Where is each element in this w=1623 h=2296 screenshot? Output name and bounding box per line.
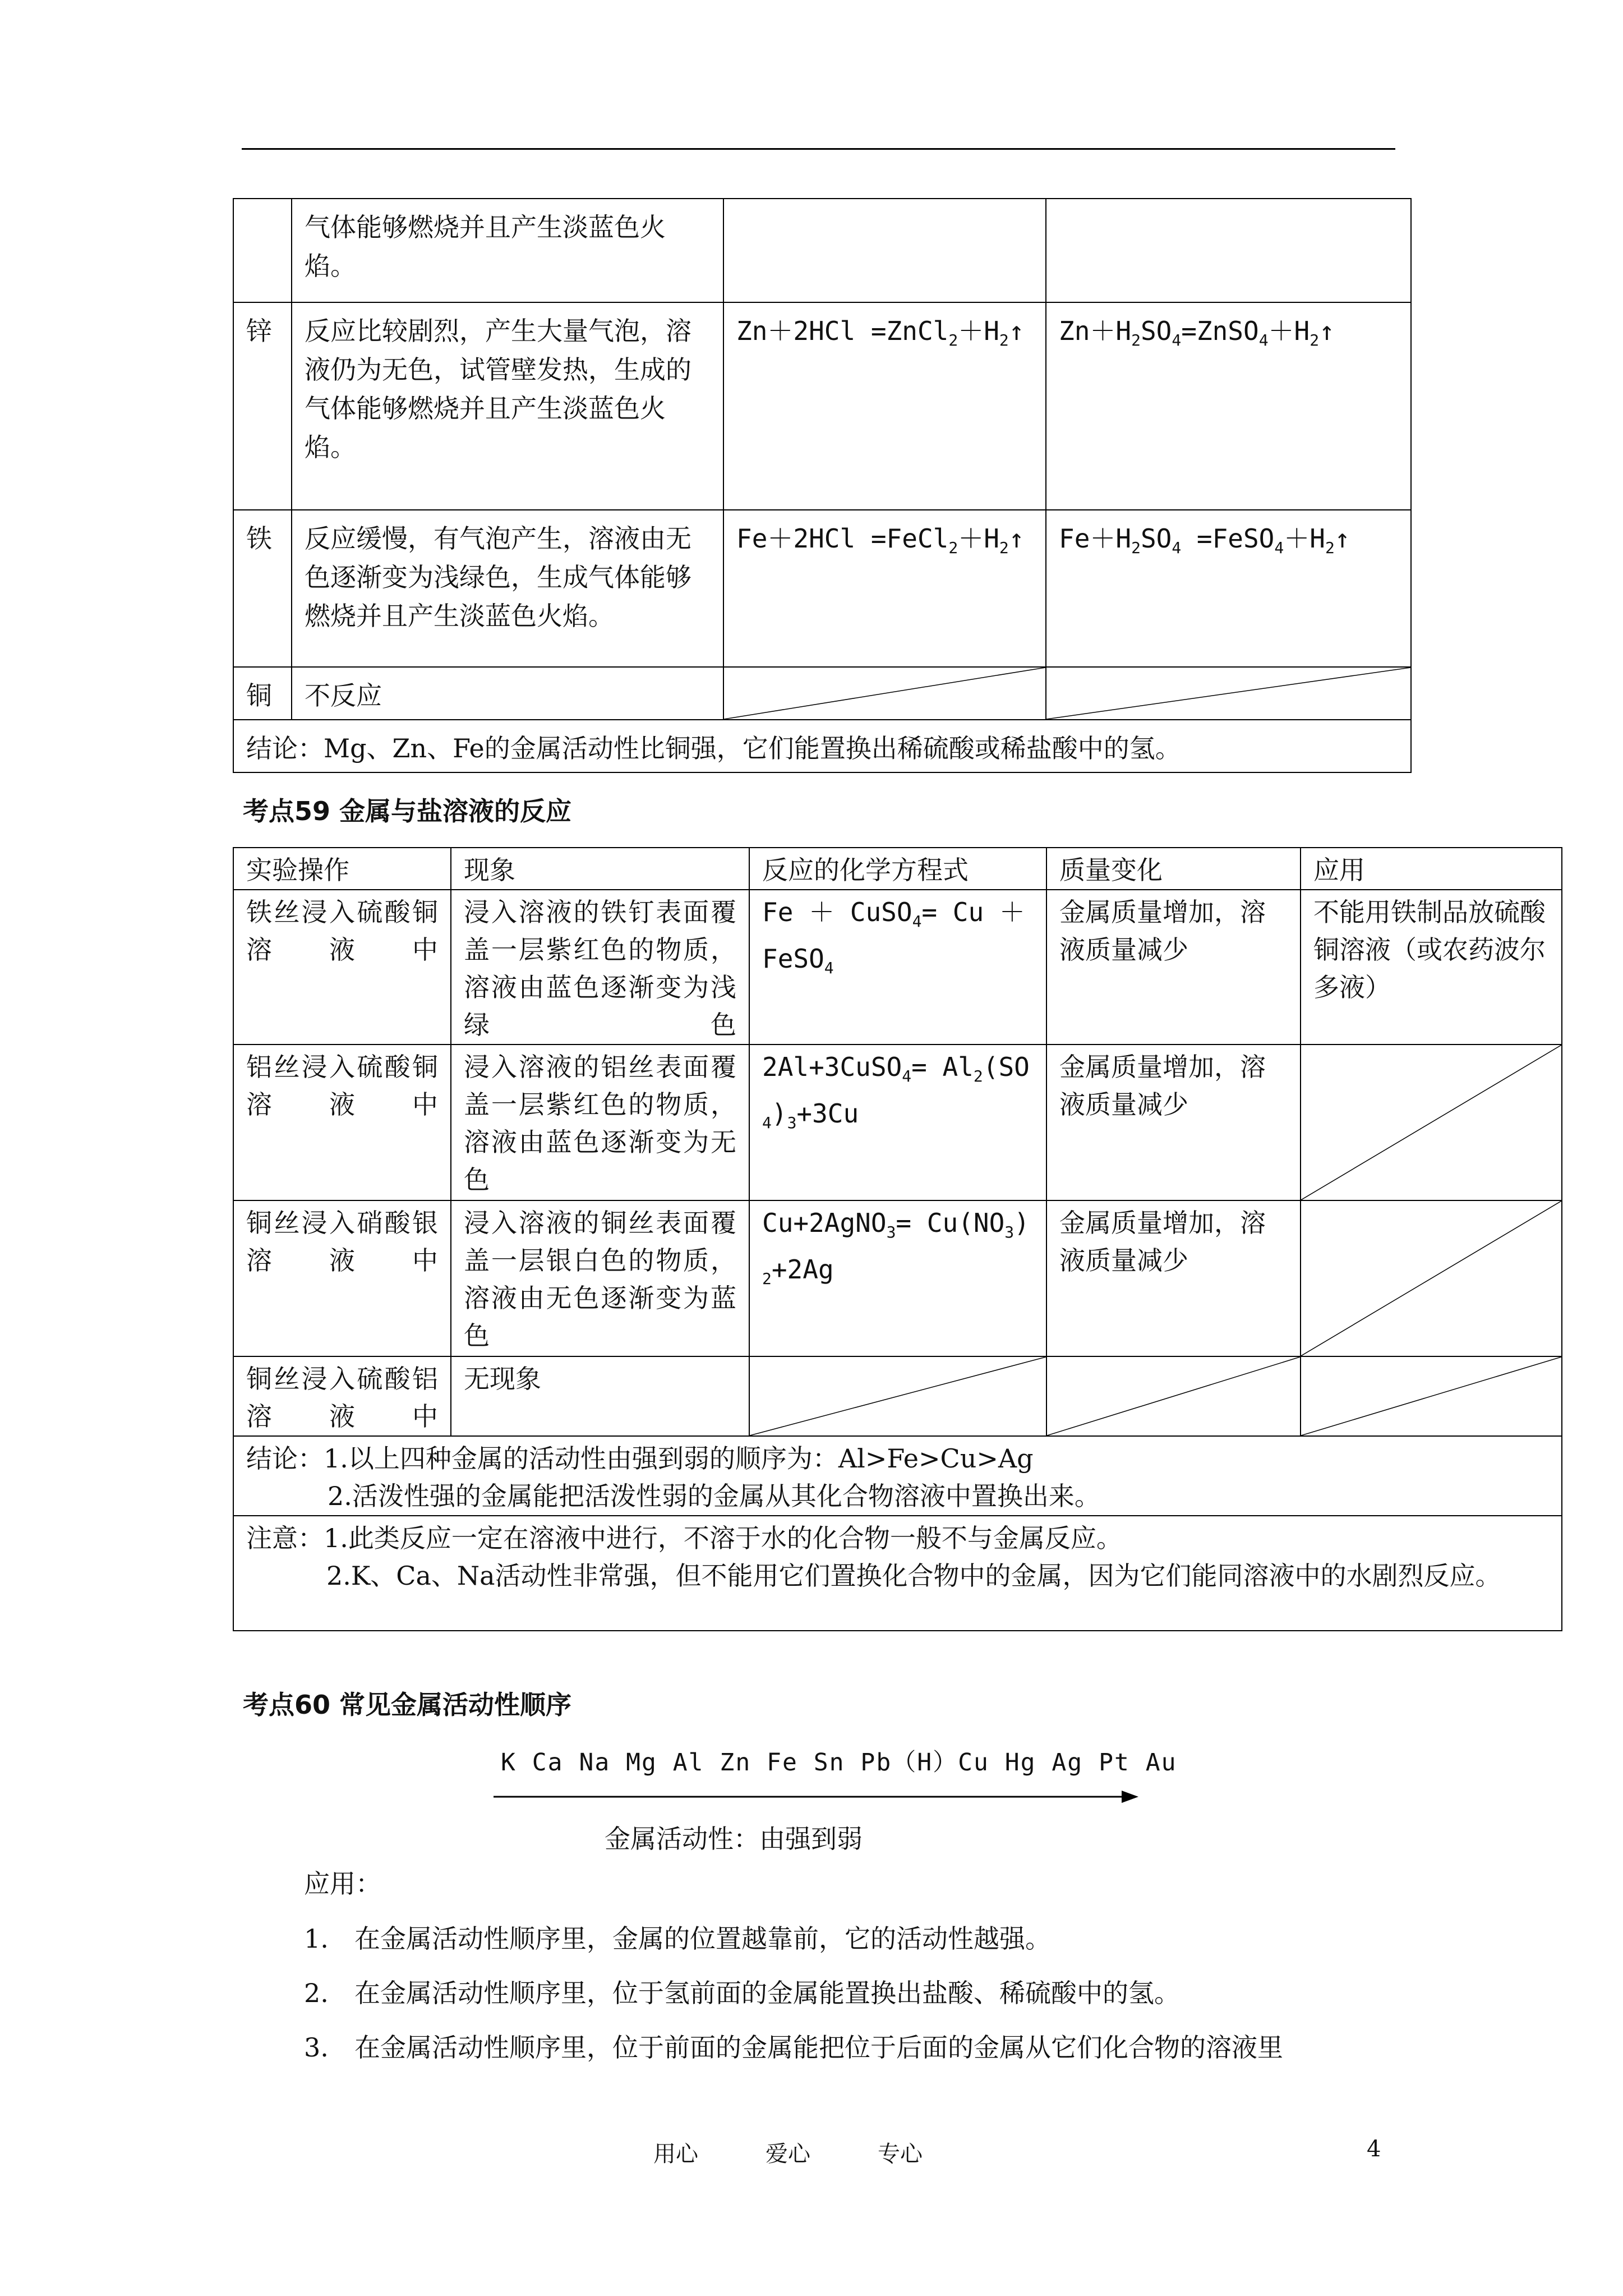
mass-change-cell: 金属质量增加，溶液质量减少 <box>1046 1200 1301 1356</box>
metal-cell <box>233 199 292 302</box>
operation-cell: 铝丝浸入硫酸铜溶液中 <box>233 1045 451 1200</box>
empty-slash-cell <box>1301 1200 1562 1356</box>
table-header-row <box>233 848 1562 890</box>
conclusion-cell: 结论：Mg、Zn、Fe的金属活动性比铜强，它们能置换出稀硫酸或稀盐酸中的氢。 <box>233 720 1411 772</box>
footer-text: 专心 <box>878 2141 923 2167</box>
mass-change-cell: 金属质量增加，溶液质量减少 <box>1046 1045 1301 1200</box>
metal-cell: 铜 <box>233 667 292 720</box>
column-header: 现象 <box>451 848 749 890</box>
table-row <box>233 1045 1562 1200</box>
column-header: 应用 <box>1301 848 1562 890</box>
operation-cell: 铜丝浸入硫酸铝溶液中 <box>233 1356 451 1436</box>
list-item <box>304 2027 1283 2064</box>
table-row <box>233 1516 1562 1631</box>
footer-text: 爱心 <box>766 2141 810 2167</box>
list-item-number: 1. <box>304 1924 329 1954</box>
arrow-caption: 金属活动性：由强到弱 <box>605 1824 863 1854</box>
phenomenon-cell: 浸入溶液的铜丝表面覆盖一层银白色的物质，溶液由无色逐渐变为蓝色 <box>451 1200 749 1356</box>
page-number: 4 <box>1367 2136 1381 2162</box>
note-line-2: 2.K、Ca、Na活动性非常强，但不能用它们置换化合物中的金属，因为它们能同溶液中的水剧烈反应。 <box>326 1561 1501 1591</box>
note-line-1: 注意：1.此类反应一定在溶液中进行，不溶于水的化合物一般不与金属反应。 <box>246 1523 1122 1553</box>
column-header: 实验操作 <box>233 848 451 890</box>
conclusion-line-1: 结论：1.以上四种金属的活动性由强到弱的顺序为：Al>Fe>Cu>Ag <box>246 1443 1034 1474</box>
table-row <box>233 1356 1562 1436</box>
footer-text: 用心 <box>653 2141 698 2167</box>
column-header: 质量变化 <box>1046 848 1301 890</box>
conclusion-cell <box>233 1436 1562 1516</box>
h2so4-equation-cell <box>1046 199 1411 302</box>
empty-slash-cell <box>749 1356 1046 1436</box>
hcl-equation-cell: $Zn+2HCl =ZnCl_2+H_2↑$ <box>723 302 1046 510</box>
equation-cell: Cu+2AgNO$_3$= $Cu(NO_3)_2+2Ag$ <box>749 1200 1046 1356</box>
empty-slash-cell <box>1301 1356 1562 1436</box>
section-60-heading: 考点60 常见金属活动性顺序 <box>243 1690 572 1720</box>
metal-acid-table <box>233 198 1412 773</box>
metal-cell: 铁 <box>233 510 292 667</box>
observation-cell: 反应比较剧烈，产生大量气泡，溶液仍为无色，试管壁发热，生成的气体能够燃烧并且产生淡蓝色火焰。 <box>292 302 723 510</box>
mass-change-cell: 金属质量增加，溶液质量减少 <box>1046 890 1301 1045</box>
table-row <box>233 199 1411 302</box>
observation-cell: 反应缓慢，有气泡产生，溶液由无色逐渐变为浅绿色，生成气体能够燃烧并且产生淡蓝色火焰。 <box>292 510 723 667</box>
table-row <box>233 1436 1562 1516</box>
phenomenon-cell: 浸入溶液的铁钉表面覆盖一层紫红色的物质，溶液由蓝色逐渐变为浅绿色 <box>451 890 749 1045</box>
observation-cell: 气体能够燃烧并且产生淡蓝色火焰。 <box>292 199 723 302</box>
header-rule <box>242 148 1395 150</box>
phenomenon-cell: 无现象 <box>451 1356 749 1436</box>
table-row <box>233 720 1411 772</box>
list-item-number: 2. <box>304 1978 329 2008</box>
hcl-equation-cell: $Fe+2HCl =FeCl_2+H_2↑$ <box>723 510 1046 667</box>
application-cell: 不能用铁制品放硫酸铜溶液（或农药波尔多液） <box>1301 890 1562 1045</box>
operation-cell: 铁丝浸入硫酸铜溶液中 <box>233 890 451 1045</box>
note-cell <box>233 1516 1562 1631</box>
list-item-number: 3. <box>304 2032 329 2063</box>
activity-arrow <box>494 1788 1138 1805</box>
operation-cell: 铜丝浸入硝酸银溶液中 <box>233 1200 451 1356</box>
equation-cell: Fe ＋ CuSO$_4$= Cu ＋ FeSO$_4$ <box>749 890 1046 1045</box>
list-item-text: 在金属活动性顺序里，金属的位置越靠前，它的活动性越强。 <box>354 1924 1051 1954</box>
table-row <box>233 302 1411 510</box>
table-row <box>233 667 1411 720</box>
list-item <box>304 1918 1051 1955</box>
h2so4-equation-cell: $Zn+H_2SO_4=ZnSO_4+H_2↑$ <box>1046 302 1411 510</box>
empty-slash-cell <box>1301 1045 1562 1200</box>
empty-slash-cell <box>1046 1356 1301 1436</box>
phenomenon-cell: 浸入溶液的铝丝表面覆盖一层紫红色的物质，溶液由蓝色逐渐变为无色 <box>451 1045 749 1200</box>
observation-cell: 不反应 <box>292 667 723 720</box>
table-row <box>233 890 1562 1045</box>
table-row <box>233 510 1411 667</box>
list-item-text: 在金属活动性顺序里，位于前面的金属能把位于后面的金属从它们化合物的溶液里 <box>354 2032 1283 2063</box>
empty-slash-cell <box>723 667 1046 720</box>
equation-cell: 2Al+3CuSO$_4$= $Al_2(SO_4)_3+3Cu$ <box>749 1045 1046 1200</box>
section-59-heading: 考点59 金属与盐溶液的反应 <box>243 796 572 826</box>
list-item <box>304 1973 1180 2010</box>
metal-cell: 锌 <box>233 302 292 510</box>
hcl-equation-cell <box>723 199 1046 302</box>
column-header: 反应的化学方程式 <box>749 848 1046 890</box>
table-row <box>233 1200 1562 1356</box>
metal-salt-table <box>233 847 1562 1631</box>
conclusion-line-2: 2.活泼性强的金属能把活泼性弱的金属从其化合物溶液中置换出来。 <box>328 1481 1100 1511</box>
h2so4-equation-cell: $Fe+H_2SO_4$ $=FeSO_4+H_2↑$ <box>1046 510 1411 667</box>
empty-slash-cell <box>1046 667 1411 720</box>
application-label: 应用： <box>304 1869 381 1899</box>
list-item-text: 在金属活动性顺序里，位于氢前面的金属能置换出盐酸、稀硫酸中的氢。 <box>354 1978 1180 2008</box>
activity-series: K Ca Na Mg Al Zn Fe Sn Pb（H）Cu Hg Ag Pt Au <box>501 1749 1177 1777</box>
